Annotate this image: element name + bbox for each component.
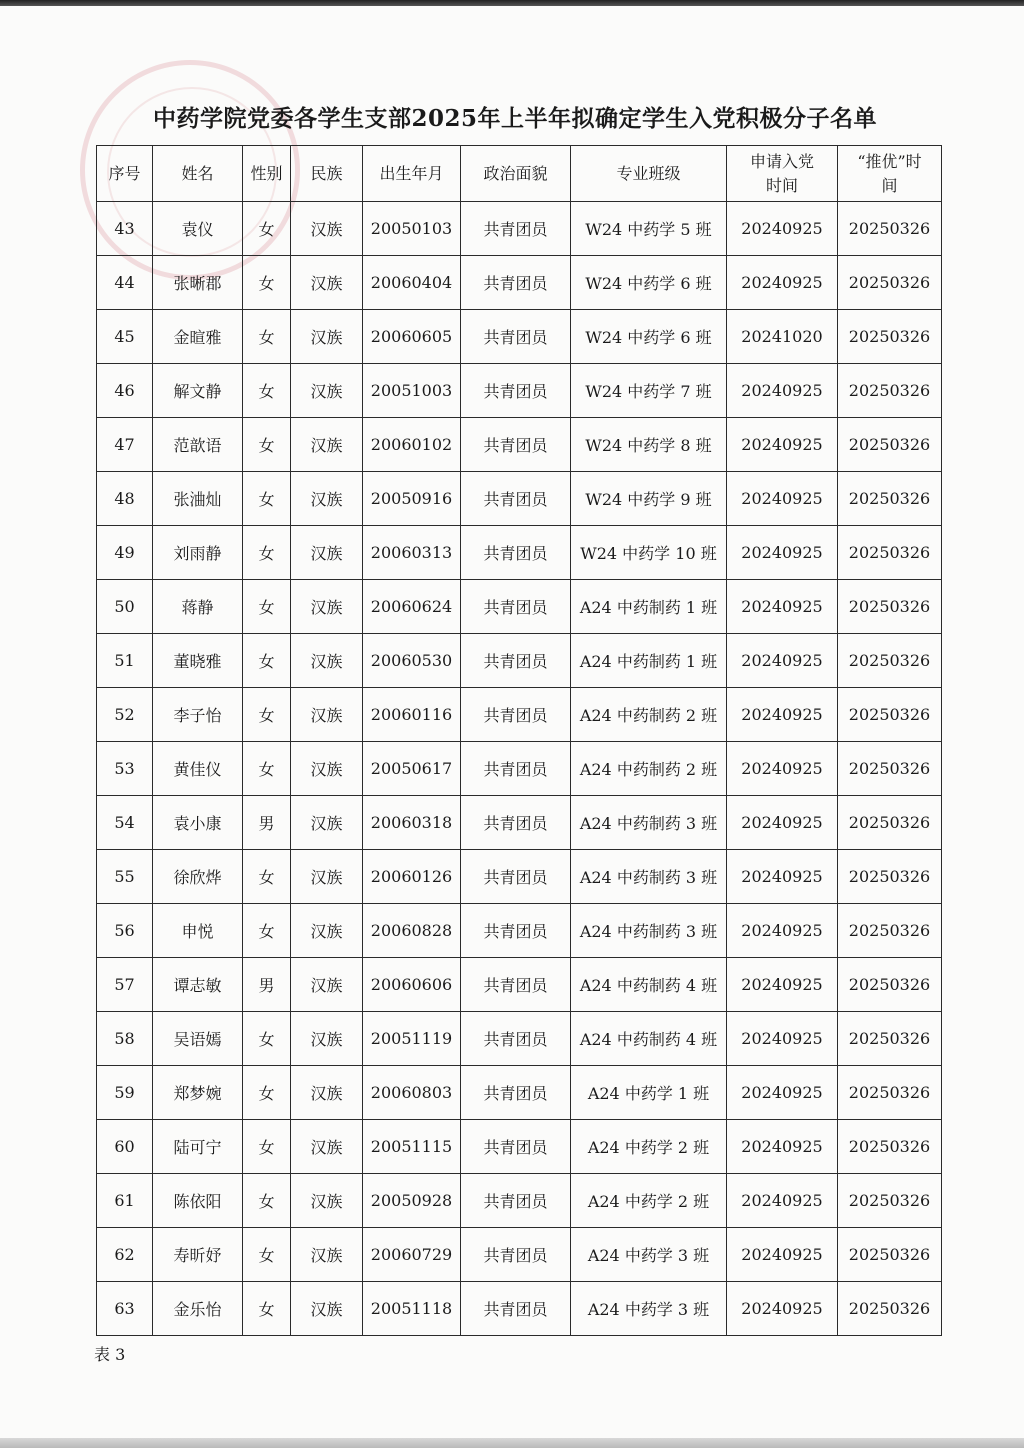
- cell-birth: 20050916: [363, 472, 461, 526]
- cell-index: 54: [97, 796, 153, 850]
- cell-political-status: 共青团员: [461, 1228, 571, 1282]
- cell-gender: 女: [243, 580, 291, 634]
- cell-apply-time: 20240925: [727, 850, 838, 904]
- cell-ethnicity: 汉族: [291, 310, 363, 364]
- cell-apply-time: 20240925: [727, 796, 838, 850]
- cell-recommend-time: 20250326: [838, 634, 942, 688]
- cell-political-status: 共青团员: [461, 634, 571, 688]
- cell-political-status: 共青团员: [461, 1120, 571, 1174]
- cell-recommend-time: 20250326: [838, 580, 942, 634]
- cell-apply-time: 20240925: [727, 202, 838, 256]
- cell-birth: 20060828: [363, 904, 461, 958]
- cell-apply-time: 20240925: [727, 1012, 838, 1066]
- table-row: [97, 742, 942, 796]
- table-row: [97, 526, 942, 580]
- table-row: [97, 1228, 942, 1282]
- cell-ethnicity: 汉族: [291, 850, 363, 904]
- cell-ethnicity: 汉族: [291, 472, 363, 526]
- cell-apply-time: 20240925: [727, 472, 838, 526]
- table-number-label: 表 3: [94, 1345, 126, 1364]
- cell-apply-time: 20240925: [727, 1120, 838, 1174]
- cell-ethnicity: 汉族: [291, 580, 363, 634]
- cell-apply-time: 20240925: [727, 904, 838, 958]
- cell-name: 张晰郡: [153, 256, 243, 310]
- cell-recommend-time: 20250326: [838, 1066, 942, 1120]
- table-row: [97, 202, 942, 256]
- cell-birth: 20060606: [363, 958, 461, 1012]
- cell-major-class: W24 中药学 5 班: [571, 202, 727, 256]
- cell-political-status: 共青团员: [461, 202, 571, 256]
- cell-name: 董晓雅: [153, 634, 243, 688]
- cell-index: 47: [97, 418, 153, 472]
- header-birth: 出生年月: [363, 146, 461, 202]
- table-body: [97, 202, 942, 1336]
- cell-political-status: 共青团员: [461, 1066, 571, 1120]
- cell-gender: 女: [243, 904, 291, 958]
- cell-name: 范歆语: [153, 418, 243, 472]
- cell-political-status: 共青团员: [461, 850, 571, 904]
- table-header-row: [97, 146, 942, 202]
- cell-political-status: 共青团员: [461, 742, 571, 796]
- cell-major-class: A24 中药制药 3 班: [571, 850, 727, 904]
- table-row: [97, 688, 942, 742]
- cell-apply-time: 20240925: [727, 688, 838, 742]
- cell-political-status: 共青团员: [461, 904, 571, 958]
- cell-index: 63: [97, 1282, 153, 1336]
- cell-gender: 男: [243, 796, 291, 850]
- cell-political-status: 共青团员: [461, 256, 571, 310]
- cell-apply-time: 20240925: [727, 418, 838, 472]
- cell-index: 57: [97, 958, 153, 1012]
- cell-gender: 男: [243, 958, 291, 1012]
- cell-major-class: W24 中药学 6 班: [571, 256, 727, 310]
- header-ethnicity: 民族: [291, 146, 363, 202]
- cell-major-class: A24 中药学 3 班: [571, 1282, 727, 1336]
- cell-political-status: 共青团员: [461, 1282, 571, 1336]
- cell-major-class: A24 中药学 1 班: [571, 1066, 727, 1120]
- cell-recommend-time: 20250326: [838, 526, 942, 580]
- cell-apply-time: 20240925: [727, 364, 838, 418]
- cell-index: 59: [97, 1066, 153, 1120]
- cell-recommend-time: 20250326: [838, 202, 942, 256]
- cell-gender: 女: [243, 742, 291, 796]
- cell-apply-time: 20240925: [727, 1282, 838, 1336]
- table-row: [97, 472, 942, 526]
- cell-birth: 20050103: [363, 202, 461, 256]
- cell-major-class: W24 中药学 8 班: [571, 418, 727, 472]
- cell-name: 解文静: [153, 364, 243, 418]
- cell-gender: 女: [243, 1066, 291, 1120]
- cell-index: 43: [97, 202, 153, 256]
- cell-index: 60: [97, 1120, 153, 1174]
- cell-political-status: 共青团员: [461, 580, 571, 634]
- cell-index: 51: [97, 634, 153, 688]
- cell-major-class: A24 中药制药 3 班: [571, 796, 727, 850]
- cell-apply-time: 20240925: [727, 580, 838, 634]
- table-row: [97, 796, 942, 850]
- cell-name: 寿昕妤: [153, 1228, 243, 1282]
- cell-index: 61: [97, 1174, 153, 1228]
- cell-gender: 女: [243, 1174, 291, 1228]
- cell-ethnicity: 汉族: [291, 904, 363, 958]
- cell-political-status: 共青团员: [461, 526, 571, 580]
- cell-recommend-time: 20250326: [838, 418, 942, 472]
- cell-gender: 女: [243, 1228, 291, 1282]
- cell-gender: 女: [243, 850, 291, 904]
- cell-ethnicity: 汉族: [291, 256, 363, 310]
- cell-political-status: 共青团员: [461, 1174, 571, 1228]
- cell-name: 黄佳仪: [153, 742, 243, 796]
- cell-major-class: A24 中药学 3 班: [571, 1228, 727, 1282]
- cell-name: 金暄雅: [153, 310, 243, 364]
- table-row: [97, 1174, 942, 1228]
- cell-name: 郑梦婉: [153, 1066, 243, 1120]
- scan-edge-bottom: [0, 1438, 1024, 1448]
- cell-index: 46: [97, 364, 153, 418]
- cell-index: 62: [97, 1228, 153, 1282]
- cell-name: 蒋静: [153, 580, 243, 634]
- cell-major-class: A24 中药制药 2 班: [571, 742, 727, 796]
- cell-index: 45: [97, 310, 153, 364]
- cell-gender: 女: [243, 202, 291, 256]
- table-row: [97, 1066, 942, 1120]
- cell-name: 李子怡: [153, 688, 243, 742]
- table-row: [97, 634, 942, 688]
- cell-major-class: A24 中药制药 4 班: [571, 1012, 727, 1066]
- cell-index: 52: [97, 688, 153, 742]
- cell-ethnicity: 汉族: [291, 1066, 363, 1120]
- cell-apply-time: 20240925: [727, 1174, 838, 1228]
- cell-gender: 女: [243, 1282, 291, 1336]
- cell-name: 陈依阳: [153, 1174, 243, 1228]
- cell-index: 56: [97, 904, 153, 958]
- table-row: [97, 1282, 942, 1336]
- cell-birth: 20050928: [363, 1174, 461, 1228]
- cell-birth: 20051118: [363, 1282, 461, 1336]
- cell-ethnicity: 汉族: [291, 634, 363, 688]
- cell-index: 48: [97, 472, 153, 526]
- cell-major-class: A24 中药制药 2 班: [571, 688, 727, 742]
- cell-ethnicity: 汉族: [291, 526, 363, 580]
- activist-roster-table: [96, 145, 942, 1336]
- cell-index: 58: [97, 1012, 153, 1066]
- cell-recommend-time: 20250326: [838, 958, 942, 1012]
- cell-political-status: 共青团员: [461, 688, 571, 742]
- cell-birth: 20060530: [363, 634, 461, 688]
- table-row: [97, 958, 942, 1012]
- cell-apply-time: 20240925: [727, 634, 838, 688]
- cell-name: 袁小康: [153, 796, 243, 850]
- cell-gender: 女: [243, 1120, 291, 1174]
- table-row: [97, 364, 942, 418]
- cell-apply-time: 20240925: [727, 526, 838, 580]
- cell-birth: 20060605: [363, 310, 461, 364]
- cell-index: 49: [97, 526, 153, 580]
- cell-ethnicity: 汉族: [291, 742, 363, 796]
- cell-birth: 20051115: [363, 1120, 461, 1174]
- cell-recommend-time: 20250326: [838, 688, 942, 742]
- cell-major-class: W24 中药学 7 班: [571, 364, 727, 418]
- cell-birth: 20051119: [363, 1012, 461, 1066]
- cell-index: 50: [97, 580, 153, 634]
- cell-major-class: W24 中药学 6 班: [571, 310, 727, 364]
- cell-political-status: 共青团员: [461, 364, 571, 418]
- cell-recommend-time: 20250326: [838, 1282, 942, 1336]
- cell-name: 徐欣烨: [153, 850, 243, 904]
- cell-major-class: A24 中药制药 1 班: [571, 634, 727, 688]
- cell-recommend-time: 20250326: [838, 364, 942, 418]
- cell-gender: 女: [243, 310, 291, 364]
- cell-ethnicity: 汉族: [291, 202, 363, 256]
- cell-apply-time: 20240925: [727, 256, 838, 310]
- cell-apply-time: 20241020: [727, 310, 838, 364]
- cell-political-status: 共青团员: [461, 472, 571, 526]
- table-row: [97, 418, 942, 472]
- document-title: 中药学院党委各学生支部2025年上半年拟确定学生入党积极分子名单: [152, 105, 877, 132]
- table-row: [97, 580, 942, 634]
- table-row: [97, 904, 942, 958]
- cell-name: 刘雨静: [153, 526, 243, 580]
- cell-ethnicity: 汉族: [291, 1012, 363, 1066]
- cell-birth: 20060729: [363, 1228, 461, 1282]
- cell-political-status: 共青团员: [461, 310, 571, 364]
- cell-name: 申悦: [153, 904, 243, 958]
- cell-apply-time: 20240925: [727, 958, 838, 1012]
- cell-political-status: 共青团员: [461, 958, 571, 1012]
- cell-apply-time: 20240925: [727, 742, 838, 796]
- cell-birth: 20060318: [363, 796, 461, 850]
- cell-birth: 20051003: [363, 364, 461, 418]
- cell-ethnicity: 汉族: [291, 1174, 363, 1228]
- cell-birth: 20060624: [363, 580, 461, 634]
- table-row: [97, 1120, 942, 1174]
- cell-major-class: W24 中药学 10 班: [571, 526, 727, 580]
- cell-ethnicity: 汉族: [291, 796, 363, 850]
- header-gender: 性别: [243, 146, 291, 202]
- cell-recommend-time: 20250326: [838, 1012, 942, 1066]
- header-name: 姓名: [153, 146, 243, 202]
- cell-recommend-time: 20250326: [838, 256, 942, 310]
- cell-apply-time: 20240925: [727, 1066, 838, 1120]
- cell-ethnicity: 汉族: [291, 1282, 363, 1336]
- cell-major-class: A24 中药制药 3 班: [571, 904, 727, 958]
- header-political-status: 政治面貌: [461, 146, 571, 202]
- cell-name: 陆可宁: [153, 1120, 243, 1174]
- table-row: [97, 850, 942, 904]
- cell-gender: 女: [243, 526, 291, 580]
- header-recommend-time: “推优”时间: [838, 146, 942, 202]
- cell-major-class: A24 中药学 2 班: [571, 1174, 727, 1228]
- cell-ethnicity: 汉族: [291, 1228, 363, 1282]
- cell-index: 44: [97, 256, 153, 310]
- cell-index: 53: [97, 742, 153, 796]
- cell-recommend-time: 20250326: [838, 1174, 942, 1228]
- cell-political-status: 共青团员: [461, 1012, 571, 1066]
- header-major-class: 专业班级: [571, 146, 727, 202]
- cell-major-class: A24 中药制药 1 班: [571, 580, 727, 634]
- cell-birth: 20050617: [363, 742, 461, 796]
- cell-birth: 20060126: [363, 850, 461, 904]
- cell-name: 张浀灿: [153, 472, 243, 526]
- cell-major-class: W24 中药学 9 班: [571, 472, 727, 526]
- cell-gender: 女: [243, 364, 291, 418]
- cell-name: 金乐怡: [153, 1282, 243, 1336]
- cell-birth: 20060116: [363, 688, 461, 742]
- cell-gender: 女: [243, 688, 291, 742]
- cell-gender: 女: [243, 1012, 291, 1066]
- cell-gender: 女: [243, 634, 291, 688]
- cell-name: 袁仪: [153, 202, 243, 256]
- table-row: [97, 310, 942, 364]
- cell-recommend-time: 20250326: [838, 1228, 942, 1282]
- cell-major-class: A24 中药学 2 班: [571, 1120, 727, 1174]
- cell-ethnicity: 汉族: [291, 418, 363, 472]
- cell-recommend-time: 20250326: [838, 1120, 942, 1174]
- cell-birth: 20060313: [363, 526, 461, 580]
- cell-apply-time: 20240925: [727, 1228, 838, 1282]
- scan-edge-top: [0, 0, 1024, 6]
- table-row: [97, 256, 942, 310]
- cell-recommend-time: 20250326: [838, 742, 942, 796]
- header-index: 序号: [97, 146, 153, 202]
- cell-index: 55: [97, 850, 153, 904]
- cell-name: 谭志敏: [153, 958, 243, 1012]
- cell-gender: 女: [243, 256, 291, 310]
- cell-birth: 20060102: [363, 418, 461, 472]
- cell-name: 吴语嫣: [153, 1012, 243, 1066]
- cell-ethnicity: 汉族: [291, 364, 363, 418]
- cell-political-status: 共青团员: [461, 418, 571, 472]
- cell-recommend-time: 20250326: [838, 472, 942, 526]
- cell-major-class: A24 中药制药 4 班: [571, 958, 727, 1012]
- cell-gender: 女: [243, 418, 291, 472]
- cell-recommend-time: 20250326: [838, 796, 942, 850]
- cell-political-status: 共青团员: [461, 796, 571, 850]
- cell-gender: 女: [243, 472, 291, 526]
- cell-recommend-time: 20250326: [838, 904, 942, 958]
- cell-ethnicity: 汉族: [291, 958, 363, 1012]
- header-apply-time: 申请入党时间: [727, 146, 838, 202]
- cell-birth: 20060404: [363, 256, 461, 310]
- table-row: [97, 1012, 942, 1066]
- cell-ethnicity: 汉族: [291, 1120, 363, 1174]
- cell-recommend-time: 20250326: [838, 310, 942, 364]
- cell-ethnicity: 汉族: [291, 688, 363, 742]
- cell-recommend-time: 20250326: [838, 850, 942, 904]
- cell-birth: 20060803: [363, 1066, 461, 1120]
